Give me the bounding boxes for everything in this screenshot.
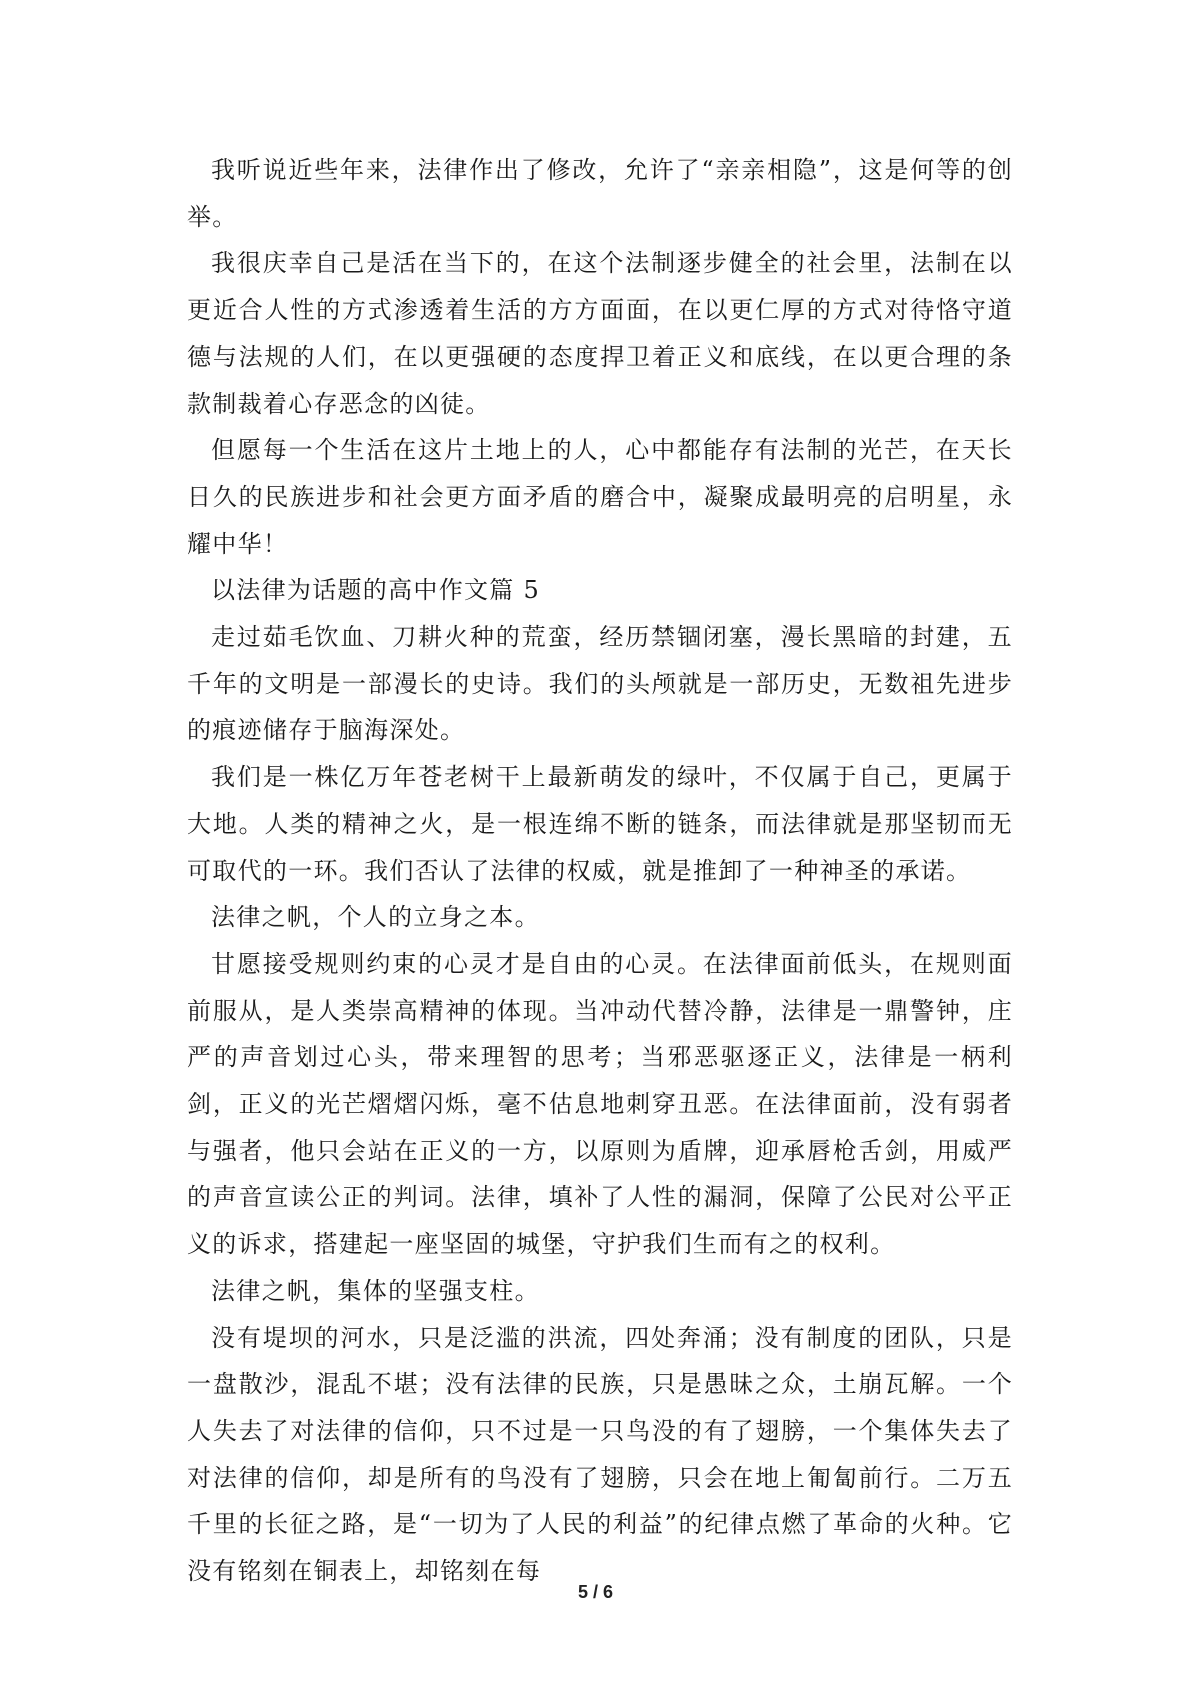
document-body xyxy=(187,147,1013,1595)
paragraph: 我听说近些年来，法律作出了修改，允许了“亲亲相隐”，这是何等的创举。 xyxy=(187,156,1013,231)
subheading: 法律之帆，集体的坚强支柱。 xyxy=(211,1276,540,1305)
paragraph: 没有堤坝的河水，只是泛滥的洪流，四处奔涌；没有制度的团队，只是一盘散沙，混乱不堪；没有法律的民族，只是愚昧之众，土崩瓦解。一个人失去了对法律的信仰，只不过是一只鸟没的有了翅膀，一个集体失去了对法律的信仰，却是所有的鸟没有了翅膀，只会在地上匍匐前行。二万五千里的长征之路，是“一切为了人民的利益”的纪律点燃了革命的火种。它没有铭刻在铜表上，却铭刻在每 xyxy=(187,1323,1013,1586)
subheading: 法律之帆，个人的立身之本。 xyxy=(211,903,540,932)
paragraph: 甘愿接受规则约束的心灵才是自由的心灵。在法律面前低头，在规则面前服从，是人类崇高精神的体现。当冲动代替冷静，法律是一鼎警钟，庄严的声音划过心头，带来理智的思考；当邪恶驱逐正义，法律是一柄利剑，正义的光芒熠熠闪烁，毫不估息地刺穿丑恶。在法律面前，没有弱者与强者，他只会站在正义的一方，以原则为盾牌，迎承唇枪舌剑，用威严的声音宣读公正的判词。法律，填补了人性的漏洞，保障了公民对公平正义的诉求，搭建起一座坚固的城堡，守护我们生而有之的权利。 xyxy=(187,949,1013,1259)
paragraph: 我们是一株亿万年苍老树干上最新萌发的绿叶，不仅属于自己，更属于大地。人类的精神之火，是一根连绵不断的链条，而法律就是那坚韧而无可取代的一环。我们否认了法律的权威，就是推卸了一种神圣的承诺。 xyxy=(187,763,1013,885)
paragraph: 但愿每一个生活在这片土地上的人，心中都能存有法制的光芒，在天长日久的民族进步和社会更方面矛盾的磨合中，凝聚成最明亮的启明星，永耀中华！ xyxy=(187,436,1013,558)
paragraph: 我很庆幸自己是活在当下的，在这个法制逐步健全的社会里，法制在以更近合人性的方式渗透着生活的方方面面，在以更仁厚的方式对待恪守道德与法规的人们，在以更强硬的态度捍卫着正义和底线，在以更合理的条款制裁着心存恶念的凶徒。 xyxy=(187,249,1013,418)
page-number: 5 / 6 xyxy=(577,1582,614,1602)
paragraph: 走过茹毛饮血、刀耕火种的荒蛮，经历禁锢闭塞，漫长黑暗的封建，五千年的文明是一部漫长的史诗。我们的头颅就是一部历史，无数祖先进步的痕迹储存于脑海深处。 xyxy=(187,623,1013,745)
section-heading: 以法律为话题的高中作文篇 5 xyxy=(211,576,541,605)
